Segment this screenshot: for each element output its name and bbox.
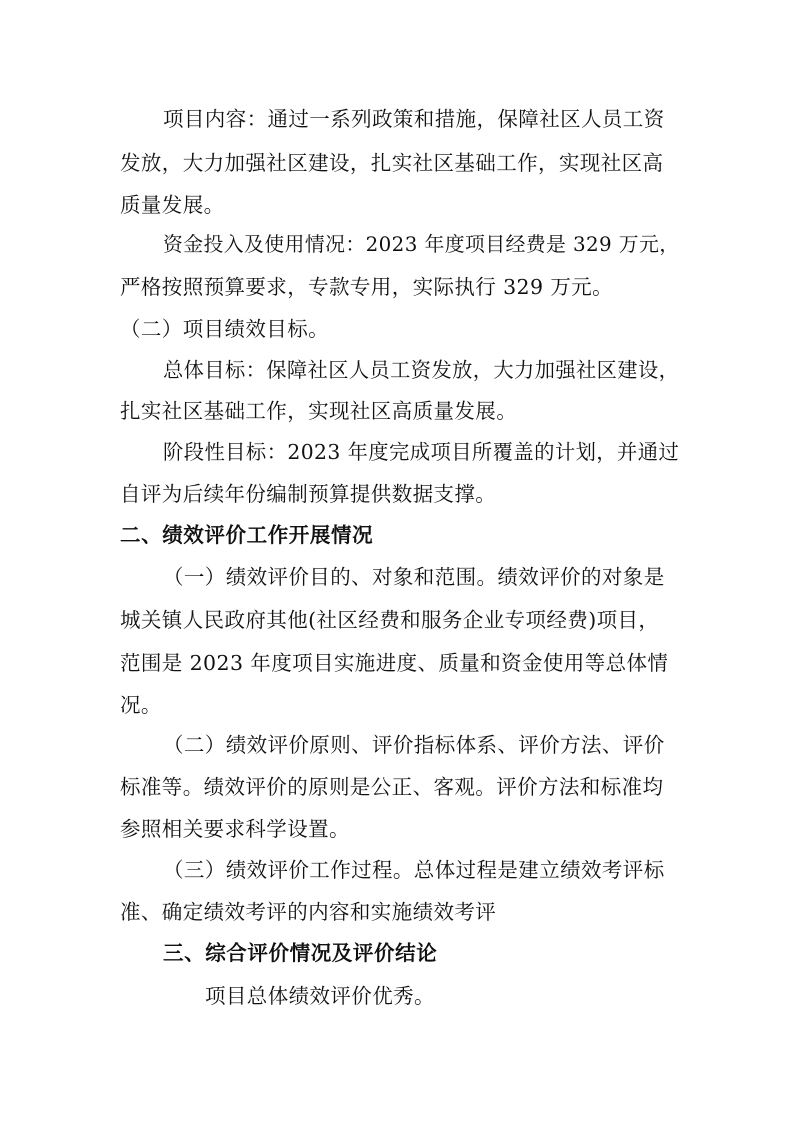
paragraph-evaluation-scope-line-1: （一）绩效评价目的、对象和范围。绩效评价的对象是 bbox=[163, 565, 665, 589]
paragraph-evaluation-scope-line-2: 城关镇人民政府其他(社区经费和服务企业专项经费)项目， bbox=[120, 608, 660, 632]
paragraph-evaluation-process-line-1: （三）绩效评价工作过程。总体过程是建立绩效考评标 bbox=[163, 858, 665, 882]
paragraph-funding-line-2: 严格按照预算要求，专款专用，实际执行 329 万元。 bbox=[120, 275, 614, 299]
paragraph-evaluation-process-line-2: 准、确定绩效考评的内容和实施绩效考评 bbox=[120, 900, 497, 924]
subheading-performance-goals: （二）项目绩效目标。 bbox=[120, 317, 329, 341]
paragraph-project-content-line-2: 发放，大力加强社区建设，扎实社区基础工作，实现社区高 bbox=[120, 151, 664, 175]
paragraph-overall-goal-line-2: 扎实社区基础工作，实现社区高质量发展。 bbox=[120, 399, 518, 423]
paragraph-overall-goal-line-1: 总体目标：保障社区人员工资发放，大力加强社区建设， bbox=[163, 358, 680, 382]
paragraph-stage-goal-line-1: 阶段性目标：2023 年度完成项目所覆盖的计划，并通过 bbox=[163, 440, 680, 464]
paragraph-stage-goal-line-2: 自评为后续年份编制预算提供数据支撑。 bbox=[120, 482, 497, 506]
paragraph-evaluation-scope-line-3: 范围是 2023 年度项目实施进度、质量和资金使用等总体情 bbox=[120, 651, 669, 675]
paragraph-project-content-line-1: 项目内容：通过一系列政策和措施，保障社区人员工资 bbox=[163, 107, 665, 131]
paragraph-conclusion-line-1: 项目总体绩效评价优秀。 bbox=[205, 984, 435, 1008]
section-heading-evaluation-work: 二、绩效评价工作开展情况 bbox=[120, 523, 374, 547]
paragraph-funding-line-1: 资金投入及使用情况：2023 年度项目经费是 329 万元， bbox=[163, 233, 680, 256]
paragraph-evaluation-principles-line-2: 标准等。绩效评价的原则是公正、客观。评价方法和标准均 bbox=[120, 775, 664, 799]
section-heading-overall-conclusion: 三、综合评价情况及评价结论 bbox=[163, 941, 438, 965]
paragraph-evaluation-principles-line-1: （二）绩效评价原则、评价指标体系、评价方法、评价 bbox=[163, 733, 665, 757]
paragraph-evaluation-principles-line-3: 参照相关要求科学设置。 bbox=[120, 817, 350, 841]
paragraph-evaluation-scope-line-4: 况。 bbox=[120, 693, 162, 717]
paragraph-project-content-line-3: 质量发展。 bbox=[120, 193, 225, 217]
